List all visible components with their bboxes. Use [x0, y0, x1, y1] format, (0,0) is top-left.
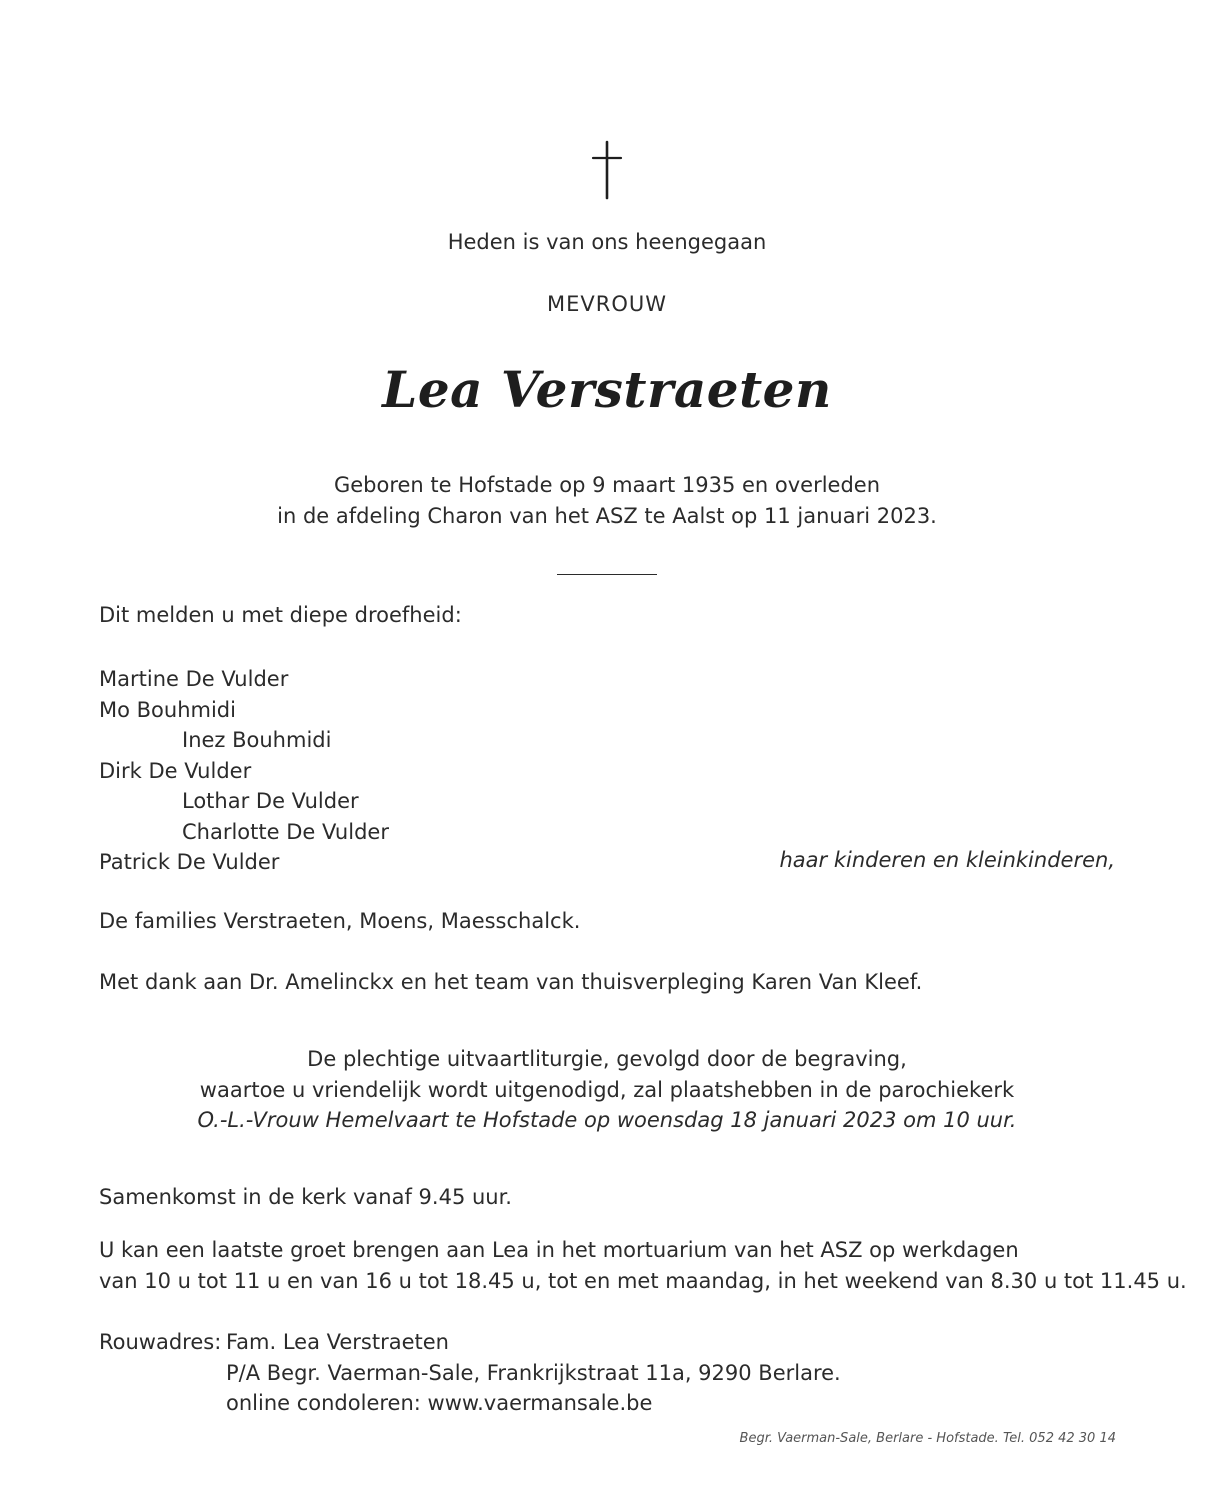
family-member: Patrick De Vulder — [99, 850, 280, 874]
liturgy-line-2: waartoe u vriendelijk wordt uitgenodigd, zal plaatshebben in de parochiekerk — [199, 1078, 1015, 1102]
gathering-info: Samenkomst in de kerk vanaf 9.45 uur. — [99, 1185, 512, 1209]
visit-info-line-2: van 10 u tot 11 u en van 16 u tot 18.45 u, tot en met maandag, in het weekend van 8.30 u tot 11.45 u. — [99, 1269, 1187, 1293]
address-line-2: P/A Begr. Vaerman-Sale, Frankrijkstraat 11a, 9290 Berlare. — [226, 1361, 841, 1385]
family-member: Martine De Vulder — [99, 667, 289, 691]
families-line: De families Verstraeten, Moens, Maesschalck. — [99, 909, 581, 933]
family-member: Lothar De Vulder — [182, 789, 359, 813]
announcement-text: Dit melden u met diepe droefheid: — [99, 603, 462, 627]
address-label: Rouwadres: — [99, 1330, 222, 1354]
family-member: Charlotte De Vulder — [182, 819, 389, 844]
intro-text: Heden is van ons heengegaan — [447, 230, 767, 254]
birth-death-line-2: in de afdeling Charon van het ASZ te Aalst op 11 januari 2023. — [277, 504, 937, 528]
liturgy-line-3: O.-L.-Vrouw Hemelvaart te Hofstade op woensdag 18 januari 2023 om 10 uur. — [197, 1108, 1017, 1132]
thanks-line: Met dank aan Dr. Amelinckx en het team van thuisverpleging Karen Van Kleef. — [99, 970, 923, 994]
family-member: Dirk De Vulder — [99, 758, 252, 783]
liturgy-line-1: De plechtige uitvaartliturgie, gevolgd door de begraving, — [307, 1047, 907, 1071]
address-line-1: Fam. Lea Verstraeten — [226, 1330, 449, 1354]
birth-death-line-1: Geboren te Hofstade op 9 maart 1935 en overleden — [333, 473, 881, 497]
latin-cross-icon — [591, 140, 623, 200]
relation-note: haar kinderen en kleinkinderen, — [779, 848, 1115, 872]
deceased-name: Lea Verstraeten — [382, 360, 832, 419]
funeral-home-footer: Begr. Vaerman-Sale, Berlare - Hofstade. Tel. 052 42 30 14 — [739, 1431, 1116, 1446]
section-divider — [557, 574, 657, 575]
honorific-title: MEVROUW — [546, 292, 667, 316]
address-line-3: online condoleren: www.vaermansale.be — [226, 1391, 653, 1415]
family-member: Mo Bouhmidi — [99, 697, 236, 722]
family-list — [99, 664, 389, 878]
visit-info-line-1: U kan een laatste groet brengen aan Lea in het mortuarium van het ASZ op werkdagen — [99, 1238, 1019, 1262]
family-member: Inez Bouhmidi — [182, 728, 332, 752]
